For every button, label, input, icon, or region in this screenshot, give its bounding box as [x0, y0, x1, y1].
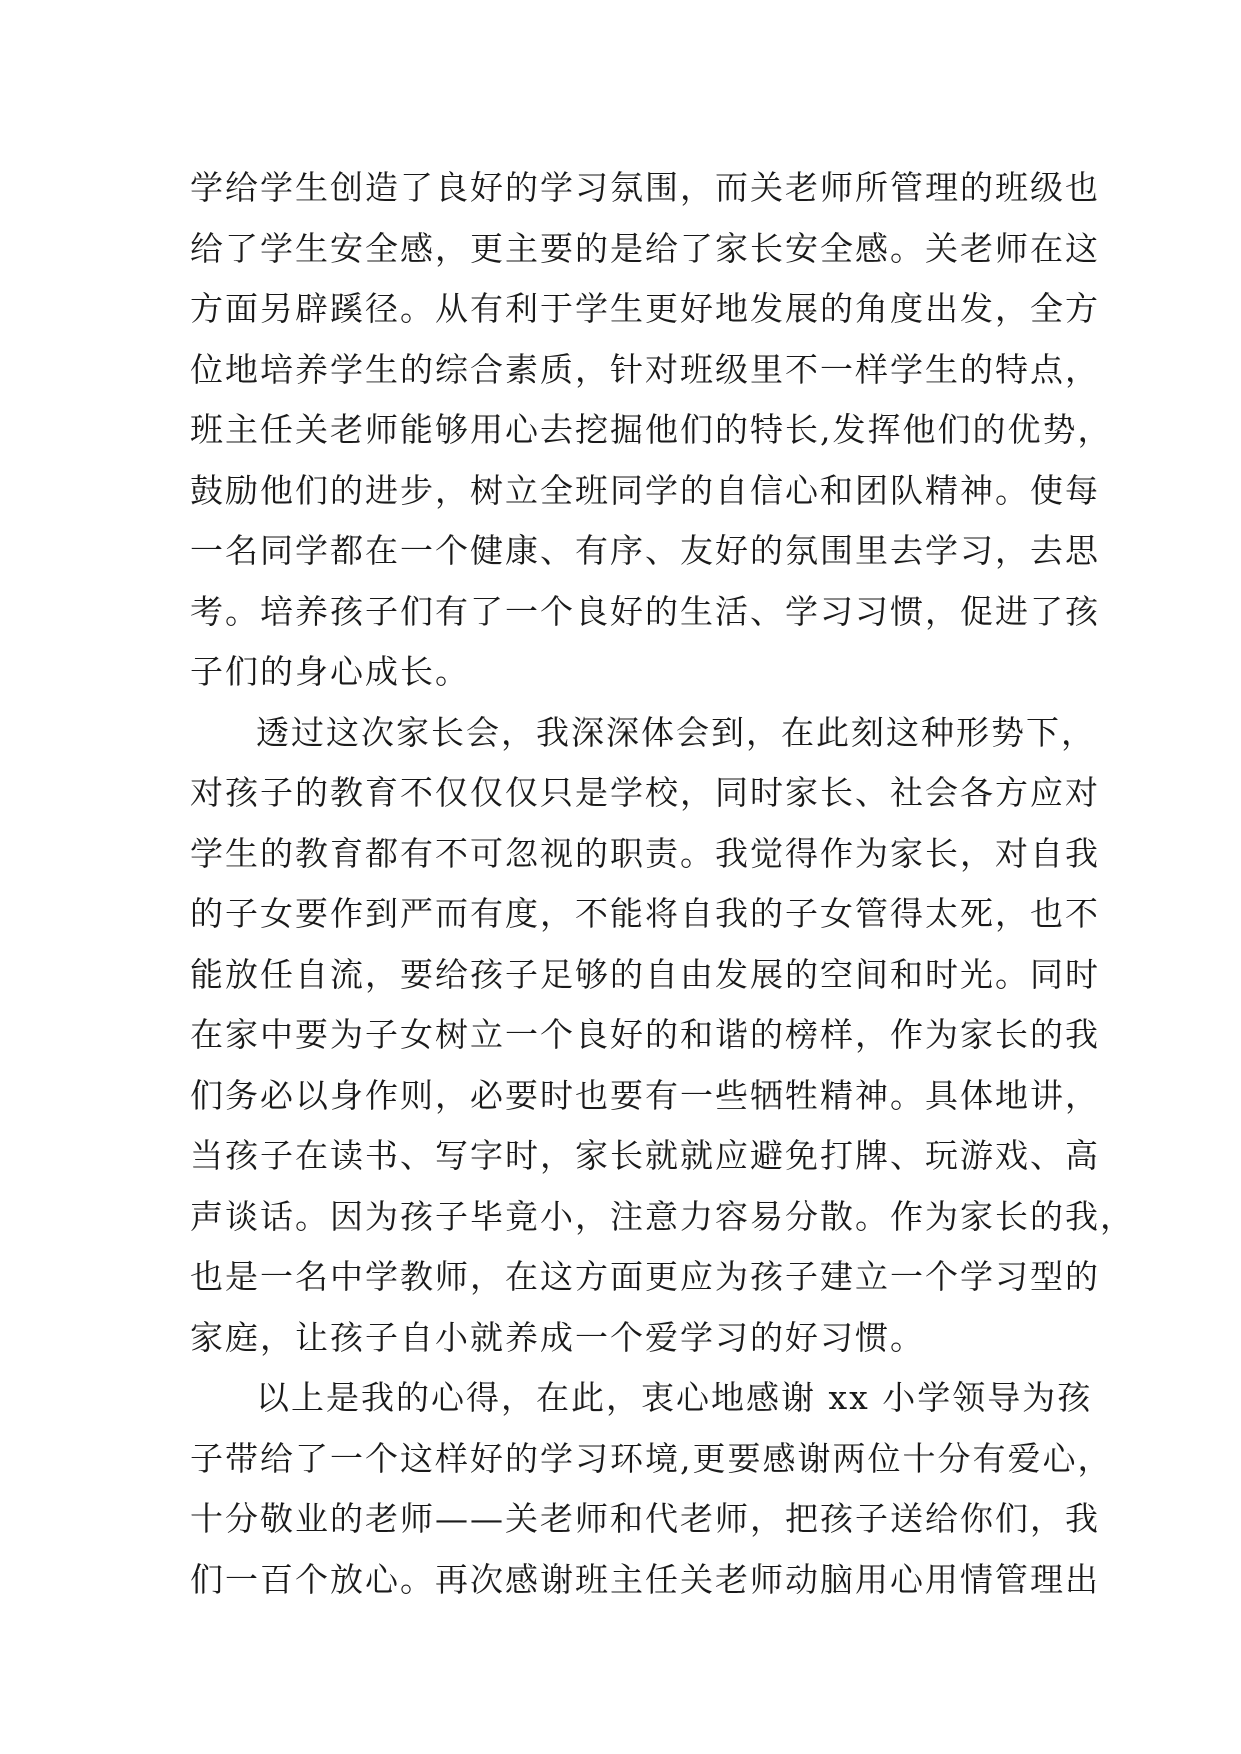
text-line: 以上是我的心得，在此，衷心地感谢 xx 小学领导为孩: [256, 1378, 1093, 1417]
text-line: 鼓励他们的进步，树立全班同学的自信心和团队精神。使每: [190, 470, 1100, 510]
text-line: 方面另辟蹊径。从有利于学生更好地发展的角度出发，全方: [190, 289, 1100, 328]
text-line: 子们的身心成长。: [190, 652, 470, 691]
text-line: 们一百个放心。再次感谢班主任关老师动脑用心用情管理出: [190, 1559, 1100, 1599]
text-line: 考。培养孩子们有了一个良好的生活、学习习惯，促进了孩: [190, 591, 1100, 631]
text-line: 位地培养学生的综合素质，针对班级里不一样学生的特点，: [190, 349, 1100, 389]
text-line: 十分敬业的老师——关老师和代老师，把孩子送给你们，我: [190, 1499, 1100, 1538]
text-line: 给了学生安全感，更主要的是给了家长安全感。关老师在这: [190, 228, 1100, 268]
text-line: 当孩子在读书、写字时，家长就就应避免打牌、玩游戏、高: [190, 1136, 1100, 1175]
text-line: 透过这次家长会，我深深体会到，在此刻这种形势下，: [256, 712, 1096, 752]
text-line: 的子女要作到严而有度，不能将自我的子女管得太死，也不: [190, 894, 1100, 933]
text-line: 学生的教育都有不可忽视的职责。我觉得作为家长，对自我: [190, 833, 1100, 873]
text-line: 对孩子的教育不仅仅仅只是学校，同时家长、社会各方应对: [190, 773, 1100, 812]
text-line: 班主任关老师能够用心去挖掘他们的特长,发挥他们的优势，: [190, 410, 1113, 449]
text-line: 学给学生创造了良好的学习氛围，而关老师所管理的班级也: [190, 168, 1100, 207]
body-text: [190, 158, 1135, 1610]
text-line: 声谈话。因为孩子毕竟小，注意力容易分散。作为家长的我，: [190, 1196, 1135, 1236]
text-line: 能放任自流，要给孩子足够的自由发展的空间和时光。同时: [190, 954, 1100, 994]
text-line: 在家中要为子女树立一个良好的和谐的榜样，作为家长的我: [190, 1015, 1100, 1054]
text-line: 也是一名中学教师，在这方面更应为孩子建立一个学习型的: [190, 1257, 1100, 1296]
text-line: 子带给了一个这样好的学习环境,更要感谢两位十分有爱心，: [190, 1438, 1113, 1478]
text-line: 们务必以身作则，必要时也要有一些牺牲精神。具体地讲，: [190, 1075, 1100, 1115]
text-line: 一名同学都在一个健康、有序、友好的氛围里去学习，去思: [190, 531, 1100, 570]
text-line: 家庭，让孩子自小就养成一个爱学习的好习惯。: [190, 1317, 925, 1357]
